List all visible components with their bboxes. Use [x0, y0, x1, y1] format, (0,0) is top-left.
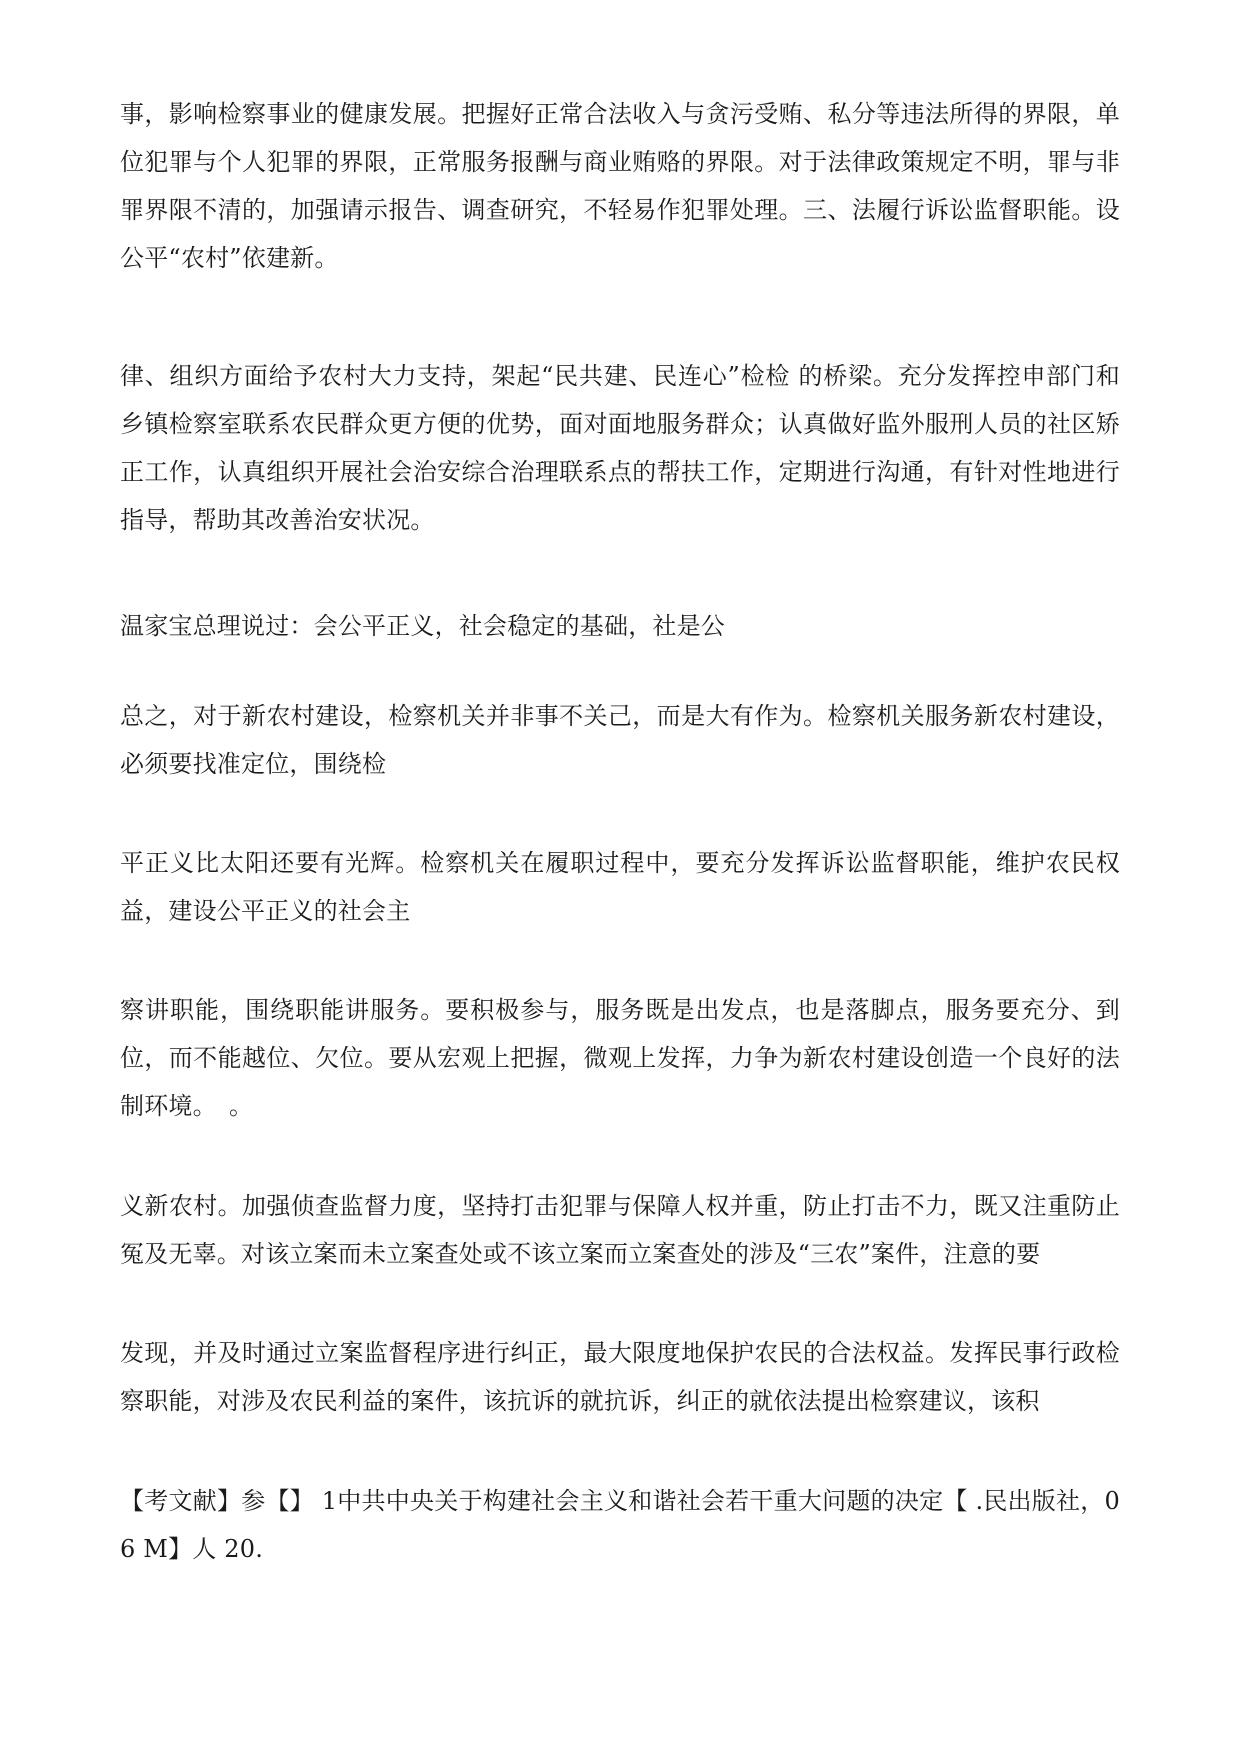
paragraph-3: 温家宝总理说过：会公平正义，社会稳定的基础，社是公 [120, 612, 725, 640]
paragraph-7: 义新农村。加强侦查监督力度，坚持打击犯罪与保障人权并重，防止打击不力，既又注重防止冤及无辜。对该立案而未立案查处或不该立案而立案查处的涉及“三农”案件，注意的要 [120, 1192, 1120, 1268]
paragraph-8: 发现，并及时通过立案监督程序进行纠正，最大限度地保护农民的合法权益。发挥民事行政检察职能，对涉及农民利益的案件，该抗诉的就抗诉，纠正的就依法提出检察建议，该积 [120, 1339, 1120, 1415]
paragraph-1: 事，影响检察事业的健康发展。把握好正常合法收入与贪污受贿、私分等违法所得的界限，单位犯罪与个人犯罪的界限，正常服务报酬与商业贿赂的界限。对于法律政策规定不明，罪与非罪界限不清的，加强请示报告、调查研究，不轻易作犯罪处理。三、法履行诉讼监督职能。设公平“农村”依建新。 [120, 100, 1120, 272]
paragraph-2: 律、组织方面给予农村大力支持，架起“民共建、民连心”检检 的桥梁。充分发挥控申部门和乡镇检察室联系农民群众更方便的优势，面对面地服务群众；认真做好监外服刑人员的社区矫正工作，认真组织开展社会治安综合治理联系点的帮扶工作，定期进行沟通，有针对性地进行指导，帮助其改善治安状况。 [120, 362, 1120, 534]
paragraph-6: 察讲职能，围绕职能讲服务。要积极参与，服务既是出发点，也是落脚点，服务要充分、到位，而不能越位、欠位。要从宏观上把握，微观上发挥，力争为新农村建设创造一个良好的法制环境。 。 [120, 996, 1120, 1120]
paragraph-4: 总之，对于新农村建设，检察机关并非事不关己，而是大有作为。检察机关服务新农村建设，必须要找准定位，围绕检 [120, 702, 1120, 778]
paragraph-5: 平正义比太阳还要有光辉。检察机关在履职过程中，要充分发挥诉讼监督职能，维护农民权益，建设公平正义的社会主 [120, 849, 1120, 925]
references-paragraph: 【考文献】参【】 1中共中央关于构建社会主义和谐社会若干重大问题的决定【 .民出版社，0 6 M】人 20. [120, 1487, 1120, 1563]
